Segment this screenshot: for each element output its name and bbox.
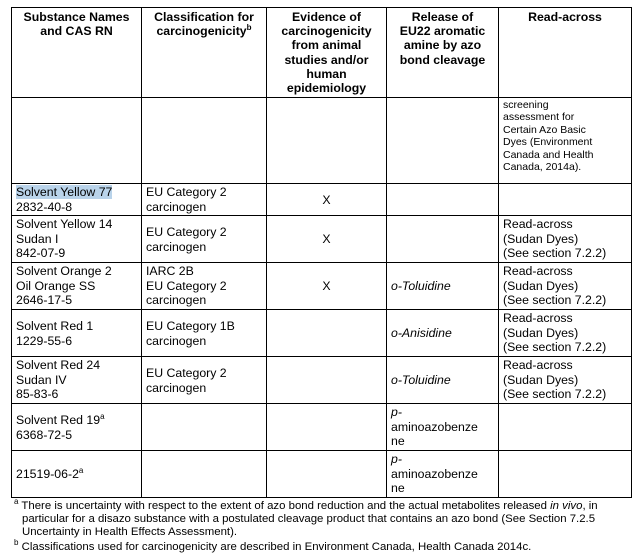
table-row <box>12 184 632 216</box>
release-cell: o-Anisidine <box>387 310 499 357</box>
evidence-cell <box>267 357 387 404</box>
footnote-marker: a <box>100 411 105 421</box>
classification-cell <box>142 404 267 451</box>
release-cell: o-Toluidine <box>387 263 499 310</box>
continuation-row <box>12 98 632 184</box>
table-row <box>12 216 632 263</box>
classification-cell: EU Category 2 carcinogen <box>142 216 267 263</box>
readacross-cell <box>499 451 632 498</box>
table-row <box>12 451 632 498</box>
classification-cell: EU Category 1B carcinogen <box>142 310 267 357</box>
header-release: Release of EU22 aromatic amine by azo bond cleavage <box>387 8 499 98</box>
release-cell <box>387 216 499 263</box>
classification-cell: EU Category 2 carcinogen <box>142 184 267 216</box>
readacross-cell: Read-across (Sudan Dyes) (See section 7.2.2) <box>499 263 632 310</box>
substances-table <box>11 7 632 498</box>
evidence-cell <box>267 310 387 357</box>
substance-cell: Solvent Red 24 Sudan IV 85-83-6 <box>12 357 142 404</box>
footnote-b: $^b$ Classifications used for carcinogenicity are described in Environment Canada, Health Canada 2014c. <box>14 538 532 553</box>
table-row <box>12 357 632 404</box>
readacross-cell <box>499 404 632 451</box>
classification-cell: IARC 2B EU Category 2 carcinogen <box>142 263 267 310</box>
footnote-marker: b <box>246 23 252 33</box>
substance-cell: Solvent Orange 2 Oil Orange SS 2646-17-5 <box>12 263 142 310</box>
substance-cell: Solvent Red 19$^a$ 6368-72-5 <box>12 404 142 451</box>
table-header-row <box>12 8 632 98</box>
classification-cell: EU Category 2 carcinogen <box>142 357 267 404</box>
readacross-cell: Read-across (Sudan Dyes) (See section 7.2.2) <box>499 216 632 263</box>
table-row <box>12 310 632 357</box>
substance-cell: Solvent Red 1 1229-55-6 <box>12 310 142 357</box>
release-cell: p- aminoazobenze ne <box>387 404 499 451</box>
footnote-marker: a <box>78 466 84 476</box>
substance-cell: 21519-06-2$^a$ <box>12 451 142 498</box>
readacross-cell: Read-across (Sudan Dyes) (See section 7.2.2) <box>499 310 632 357</box>
table-row <box>12 404 632 451</box>
readacross-cell: Read-across (Sudan Dyes) (See section 7.2.2) <box>499 357 632 404</box>
evidence-cell <box>267 404 387 451</box>
evidence-cell: X <box>267 216 387 263</box>
header-evidence: Evidence of carcinogenicity from animal studies and/or human epidemiology <box>267 8 387 98</box>
classification-cell <box>142 451 267 498</box>
header-classification: Classification for carcinogenicity$^b$ <box>142 8 267 98</box>
release-cell: p- aminoazobenze ne <box>387 451 499 498</box>
selected-text[interactable]: Solvent Yellow 77 <box>16 185 113 199</box>
header-readacross: Read-across <box>499 8 632 98</box>
footnote-a: $^a$ There is uncertainty with respect to the extent of azo bond reduction and the actual metabolites released in vivo, in particular for a disazo substance with a postulated cleavage product that contains an azo bond (See Section 7.2.5 Uncertainty in Health Effects Assessment). <box>14 497 598 539</box>
release-cell: o-Toluidine <box>387 357 499 404</box>
table-row <box>12 263 632 310</box>
release-cell <box>387 184 499 216</box>
evidence-cell <box>267 451 387 498</box>
continuation-cell: screening assessment for Certain Azo Basic Dyes (Environment Canada and Health Canada, 2014a). <box>499 98 632 184</box>
header-substance: Substance Names and CAS RN <box>12 8 142 98</box>
substance-cell: Solvent Yellow 77 2832-40-8 <box>12 184 142 216</box>
evidence-cell: X <box>267 263 387 310</box>
substance-cell: Solvent Yellow 14 Sudan I 842-07-9 <box>12 216 142 263</box>
evidence-cell: X <box>267 184 387 216</box>
readacross-cell <box>499 184 632 216</box>
